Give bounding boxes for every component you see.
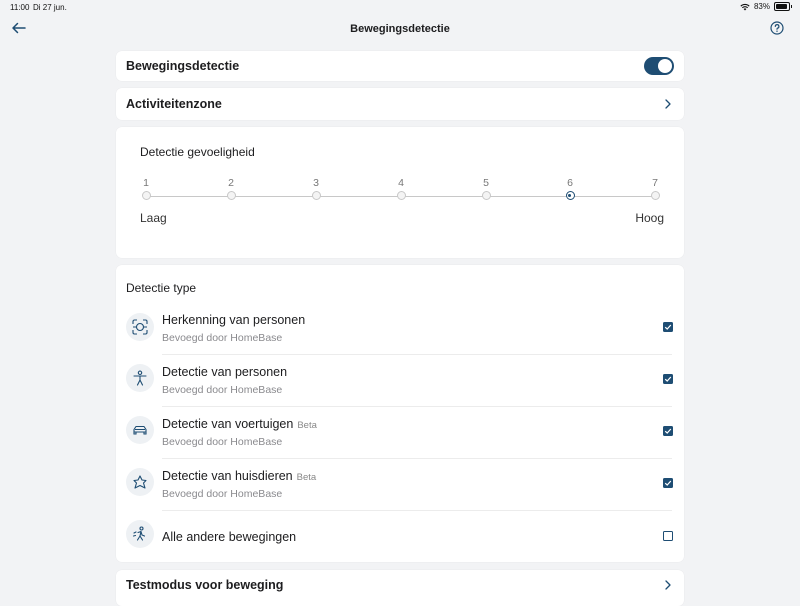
- detection-row-pet[interactable]: [116, 458, 684, 510]
- tick-label: 7: [652, 177, 658, 189]
- detection-sublabel: Bevoegd door HomeBase: [162, 384, 283, 396]
- detection-label-text: Alle andere bewegingen: [162, 530, 297, 544]
- tick-label: 3: [313, 177, 319, 189]
- status-bar: [0, 0, 800, 14]
- detection-row-other-motion[interactable]: [116, 510, 684, 562]
- question-circle-icon: [770, 21, 784, 35]
- row-divider: [162, 510, 672, 511]
- tick-label: 4: [398, 177, 404, 189]
- status-date: Di 27 jun.: [33, 3, 67, 12]
- activity-zone-label: Activiteitenzone: [126, 97, 222, 111]
- page-title: Bewegingsdetectie: [350, 23, 450, 35]
- checkmark-icon: [664, 375, 672, 383]
- sensitivity-level-5[interactable]: [482, 191, 491, 200]
- detection-row-vehicle[interactable]: [116, 406, 684, 458]
- sensitivity-slider[interactable]: [140, 177, 664, 227]
- other-motion-checkbox[interactable]: [663, 531, 673, 541]
- detection-label: [162, 469, 316, 483]
- person-detection-checkbox[interactable]: [663, 374, 673, 384]
- help-button[interactable]: [770, 21, 784, 35]
- detection-label-text: Detectie van personen: [162, 365, 288, 379]
- detection-sublabel: Bevoegd door HomeBase: [162, 436, 283, 448]
- checkmark-icon: [664, 427, 672, 435]
- activity-zone-row[interactable]: [116, 88, 684, 120]
- detection-sublabel: Bevoegd door HomeBase: [162, 332, 283, 344]
- tick-label: 6: [567, 177, 573, 189]
- checkmark-icon: [664, 323, 672, 331]
- running-person-icon: [126, 520, 154, 548]
- sensitivity-card: [116, 127, 684, 258]
- sensitivity-level-2[interactable]: [227, 191, 236, 200]
- vehicle-detection-checkbox[interactable]: [663, 426, 673, 436]
- tick-label: 2: [228, 177, 234, 189]
- face-scan-icon: [126, 313, 154, 341]
- status-time: 11:00: [10, 3, 30, 12]
- detection-label-text: Detectie van voertuigen: [162, 417, 294, 431]
- row-divider: [162, 354, 672, 355]
- detection-label: [162, 313, 309, 327]
- test-mode-label: Testmodus voor beweging: [126, 578, 284, 592]
- face-recognition-checkbox[interactable]: [663, 322, 673, 332]
- detection-row-person[interactable]: [116, 354, 684, 406]
- motion-detection-label: Bewegingsdetectie: [126, 59, 240, 73]
- detection-type-card: [116, 265, 684, 562]
- motion-detection-toggle[interactable]: [644, 57, 674, 75]
- sensitivity-level-3[interactable]: [312, 191, 321, 200]
- row-divider: [162, 458, 672, 459]
- tick-label: 1: [143, 177, 149, 189]
- tick-label: 5: [483, 177, 489, 189]
- detection-label: [162, 530, 296, 544]
- detection-type-title: Detectie type: [126, 281, 197, 295]
- beta-badge: Beta: [297, 420, 317, 431]
- sensitivity-level-4[interactable]: [397, 191, 406, 200]
- nav-bar: [0, 14, 800, 44]
- person-icon: [126, 364, 154, 392]
- status-right: [740, 2, 790, 11]
- motion-detection-card: [116, 51, 684, 81]
- sensitivity-level-6[interactable]: [566, 191, 575, 200]
- test-mode-row[interactable]: [116, 570, 684, 606]
- row-divider: [162, 406, 672, 407]
- sensitivity-high-label: Hoog: [635, 211, 664, 225]
- detection-sublabel: Bevoegd door HomeBase: [162, 488, 283, 500]
- detection-label: [162, 417, 317, 431]
- battery-icon: [774, 2, 790, 11]
- wifi-icon: [740, 3, 750, 11]
- detection-label-text: Detectie van huisdieren: [162, 469, 293, 483]
- pet-detection-checkbox[interactable]: [663, 478, 673, 488]
- battery-percent: 83%: [753, 2, 770, 11]
- sensitivity-level-7[interactable]: [651, 191, 660, 200]
- pet-icon: [126, 468, 154, 496]
- sensitivity-title: Detectie gevoeligheid: [140, 145, 255, 159]
- checkmark-icon: [664, 479, 672, 487]
- detection-label: [162, 365, 291, 379]
- sensitivity-level-1[interactable]: [142, 191, 151, 200]
- chevron-right-icon: [664, 580, 672, 590]
- detection-row-face-recognition[interactable]: [116, 303, 684, 355]
- detection-label-text: Herkenning van personen: [162, 313, 306, 327]
- sensitivity-low-label: Laag: [140, 211, 167, 225]
- chevron-right-icon: [664, 99, 672, 109]
- toggle-knob: [658, 59, 672, 73]
- beta-badge: Beta: [296, 472, 317, 483]
- car-icon: [126, 416, 154, 444]
